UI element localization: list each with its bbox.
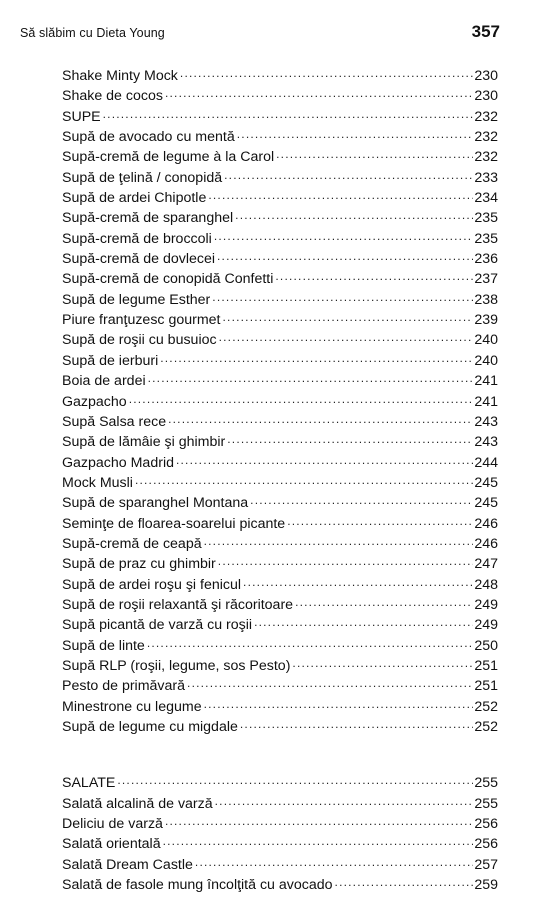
toc-entry-title: Minestrone cu legume: [62, 698, 202, 715]
toc-entry-title: Supă de linte: [62, 637, 145, 654]
toc-entry-title: Salată Dream Castle: [62, 856, 193, 873]
toc-entry-title: Supă de ierburi: [62, 352, 159, 369]
dot-leader: [180, 63, 473, 83]
toc-entry-title: Supă-cremă de legume à la Carol: [62, 149, 275, 166]
toc-entry-page: 238: [474, 291, 498, 308]
dot-leader: [240, 714, 473, 734]
toc-entry-title: Pesto de primăvară: [62, 678, 186, 695]
toc-entry-title: Supă de ardei Chipotle: [62, 190, 207, 207]
toc-entry-page: 250: [474, 637, 498, 654]
dot-leader: [204, 531, 474, 551]
dot-leader: [217, 246, 473, 266]
toc-entry-title: Supă de ţelină / conopidă: [62, 169, 223, 186]
toc-entry-page: 234: [474, 190, 498, 207]
toc-entry-page: 252: [474, 719, 498, 735]
toc-entry-title: Supă Salsa rece: [62, 413, 167, 430]
dot-leader: [208, 185, 473, 205]
toc-entry-page: 237: [474, 271, 498, 288]
toc-entry-title: Gazpacho Madrid: [62, 454, 174, 471]
toc-entry-page: 232: [474, 149, 498, 166]
toc-entry-page: 249: [474, 596, 498, 613]
toc-entry-page: 256: [474, 816, 498, 833]
toc-entry-page: 239: [474, 312, 498, 329]
dot-leader: [129, 389, 474, 409]
toc-entry-page: 235: [474, 230, 498, 247]
toc-group-soups: [62, 66, 498, 737]
toc-entry-title: Supă de praz cu ghimbir: [62, 556, 216, 573]
toc-entry-page: 246: [474, 515, 498, 532]
dot-leader: [214, 226, 474, 246]
toc-entry-title: Seminţe de floarea-soarelui picante: [62, 515, 286, 532]
toc-entry-title: Supă de ardei roşu şi fenicul: [62, 576, 242, 593]
dot-leader: [292, 653, 473, 673]
toc-entry-page: 259: [474, 877, 498, 894]
dot-leader: [195, 852, 473, 872]
dot-leader: [117, 770, 473, 790]
dot-leader: [176, 450, 473, 470]
dot-leader: [187, 673, 473, 693]
toc-entry-title: Deliciu de varză: [62, 816, 163, 833]
dot-leader: [165, 811, 473, 831]
toc-entry-title: Supă de roşii cu busuioc: [62, 332, 217, 349]
dot-leader: [135, 470, 473, 490]
toc-entry-page: 251: [474, 678, 498, 695]
toc-entry-title: Supă de roşii relaxantă şi răcoritoare: [62, 596, 294, 613]
toc-entry-page: 241: [474, 393, 498, 410]
dot-leader: [250, 490, 473, 510]
toc-entry-title: Supă de avocado cu mentă: [62, 129, 235, 146]
dot-leader: [219, 327, 474, 347]
dot-leader: [147, 633, 474, 653]
toc-entry-page: 245: [474, 495, 498, 512]
dot-leader: [335, 872, 474, 892]
toc-entry-page: 252: [474, 698, 498, 715]
toc-entry-title: SUPE: [62, 108, 101, 125]
toc-entry-page: 245: [474, 474, 498, 491]
dot-leader: [212, 287, 473, 307]
dot-leader: [243, 572, 473, 592]
toc-entry-page: 240: [474, 352, 498, 369]
toc-entry-page: 232: [474, 108, 498, 125]
toc-entry-page: 240: [474, 332, 498, 349]
toc-entry-page: 232: [474, 129, 498, 146]
dot-leader: [148, 368, 474, 388]
dot-leader: [103, 104, 474, 124]
toc-entry-page: 243: [474, 434, 498, 451]
toc-entry-page: 246: [474, 535, 498, 552]
dot-leader: [227, 429, 473, 449]
toc-entry-page: 247: [474, 556, 498, 573]
dot-leader: [276, 144, 473, 164]
toc-entry-page: 230: [474, 68, 498, 84]
toc-entry-title: SALATE: [62, 775, 116, 792]
toc-entry-title: Supă de sparanghel Montana: [62, 495, 249, 512]
dot-leader: [165, 83, 473, 103]
toc-entry-title: Supă de legume Esther: [62, 291, 211, 308]
dot-leader: [223, 307, 474, 327]
toc-entry-title: Supă-cremă de sparanghel: [62, 210, 234, 227]
toc-entry-page: 233: [474, 169, 498, 186]
toc-entry-page: 235: [474, 210, 498, 227]
dot-leader: [224, 165, 473, 185]
toc-entry-page: 257: [474, 856, 498, 873]
dot-leader: [163, 831, 474, 851]
toc-entry-page: 255: [474, 795, 498, 812]
toc-entry: [62, 875, 498, 895]
dot-leader: [235, 205, 473, 225]
dot-leader: [160, 348, 473, 368]
toc-entry-page: 244: [474, 454, 498, 471]
toc-entry-page: 249: [474, 617, 498, 634]
toc-entry-page: 248: [474, 576, 498, 593]
toc-entry-page: 236: [474, 251, 498, 268]
toc-entry-page: 256: [474, 836, 498, 853]
dot-leader: [295, 592, 473, 612]
dot-leader: [204, 694, 474, 714]
toc-entry-title: Supă-cremă de ceapă: [62, 535, 202, 552]
toc-entry-title: Salată orientală: [62, 836, 161, 853]
toc-entry: [62, 717, 498, 737]
dot-leader: [287, 511, 473, 531]
dot-leader: [168, 409, 473, 429]
toc-entry-title: Salată alcalină de varză: [62, 795, 213, 812]
dot-leader: [237, 124, 474, 144]
toc-entry-title: Supă-cremă de dovlecei: [62, 251, 215, 268]
toc-entry-title: Shake de cocos: [62, 88, 163, 105]
toc-entry-title: Mock Musli: [62, 474, 133, 491]
toc-entry-title: Shake Minty Mock: [62, 68, 178, 84]
page-number: 357: [471, 22, 500, 41]
toc-entry-page: 243: [474, 413, 498, 430]
toc-entry-title: Supă de lămâie şi ghimbir: [62, 434, 226, 451]
toc-entry-page: 230: [474, 88, 498, 105]
toc-entry-title: Supă RLP (roşii, legume, sos Pesto): [62, 657, 291, 674]
toc-entry-title: Supă-cremă de conopidă Confetti: [62, 271, 274, 288]
section-gap: [62, 737, 498, 773]
toc-entry-title: Gazpacho: [62, 393, 127, 410]
toc-entry-page: 241: [474, 373, 498, 390]
dot-leader: [218, 551, 474, 571]
toc-entry-title: Salată de fasole mung încolţită cu avocado: [62, 877, 333, 894]
toc-entry-title: Supă picantă de varză cu roşii: [62, 617, 253, 634]
toc-entry-page: 255: [474, 775, 498, 792]
dot-leader: [215, 791, 474, 811]
dot-leader: [275, 266, 473, 286]
toc-entry-title: Supă de legume cu migdale: [62, 719, 238, 735]
dot-leader: [254, 612, 473, 632]
toc-group-salads: [62, 773, 498, 895]
toc-entry-title: Boia de ardei: [62, 373, 146, 390]
toc-entry-title: Piure franţuzesc gourmet: [62, 312, 221, 329]
table-of-contents: [62, 66, 498, 895]
toc-entry-page: 251: [474, 657, 498, 674]
toc-entry-title: Supă-cremă de broccoli: [62, 230, 212, 247]
running-head-title: Să slăbim cu Dieta Young: [20, 26, 165, 40]
